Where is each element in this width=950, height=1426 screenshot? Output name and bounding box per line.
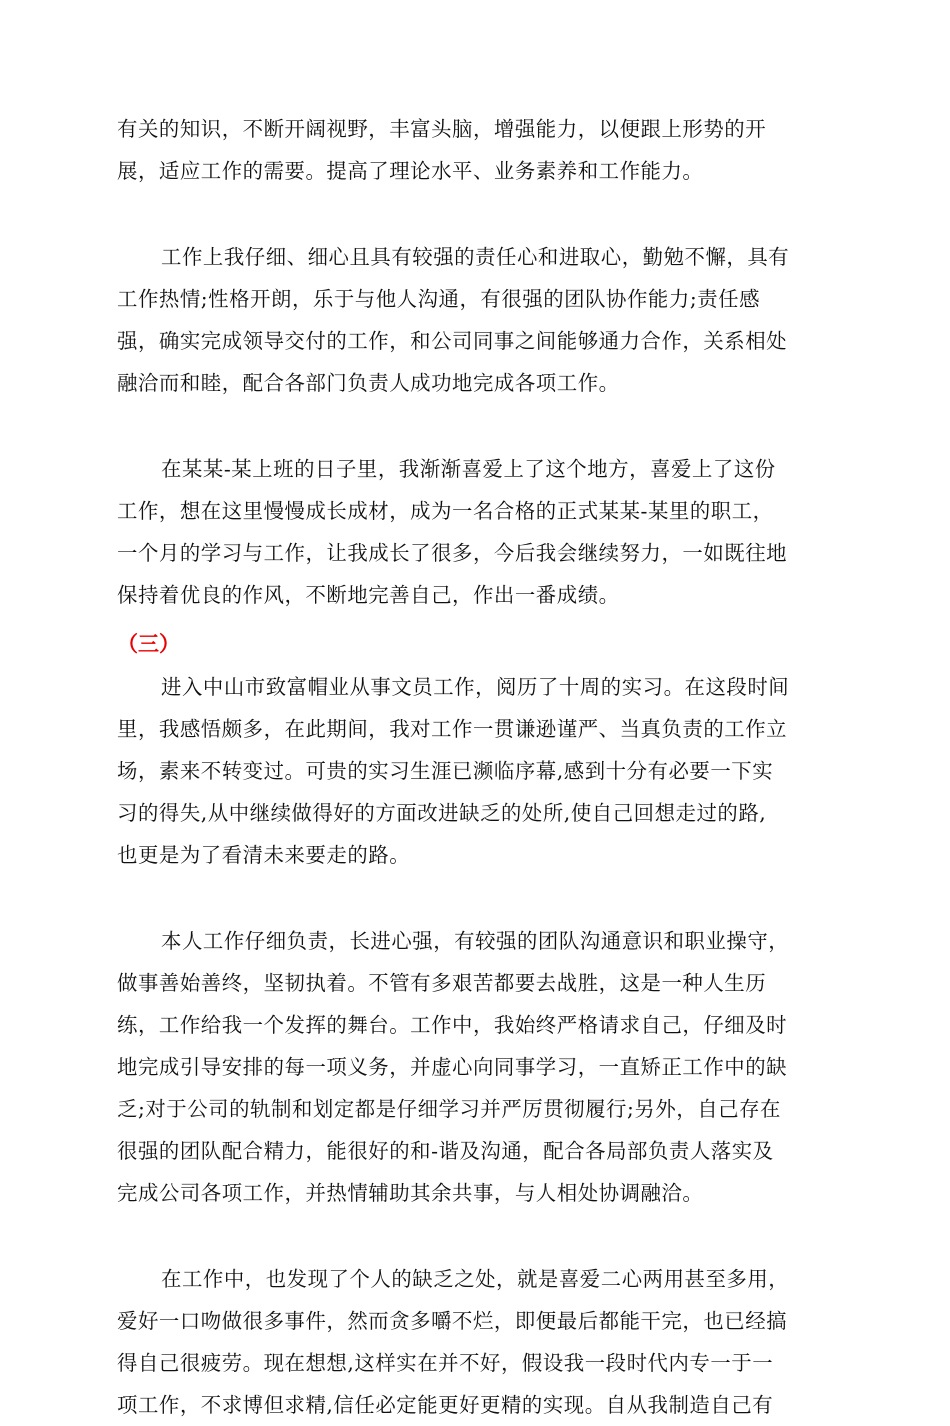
paragraph-5 (117, 920, 833, 1214)
paragraph-6 (117, 1258, 833, 1426)
paragraph-4 (117, 666, 833, 876)
text-line: 项工作，不求博但求精,信任必定能更好更精的实现。自从我制造自己有 (117, 1393, 774, 1417)
text-line: 保持着优良的作风，不断地完善自己，作出一番成绩。 (117, 583, 620, 607)
text-line: 工作热情;性格开朗，乐于与他人沟通，有很强的团队协作能力;责任感 (117, 287, 761, 311)
paragraph-gap (117, 192, 833, 236)
paragraph-3 (117, 448, 833, 616)
text-line: 本人工作仔细负责，长进心强，有较强的团队沟通意识和职业操守， (161, 929, 790, 953)
text-line: 融洽而和睦，配合各部门负责人成功地完成各项工作。 (117, 371, 620, 395)
text-line: 做事善始善终，坚韧执着。不管有多艰苦都要去战胜，这是一种人生历 (117, 971, 767, 995)
text-line: 工作上我仔细、细心且具有较强的责任心和进取心，勤勉不懈，具有 (161, 245, 790, 269)
text-line: 工作，想在这里慢慢成长成材，成为一名合格的正式某某-某里的职工， (117, 499, 774, 523)
text-line: 在工作中，也发现了个人的缺乏之处，就是喜爱二心两用甚至多用， (161, 1267, 790, 1291)
document-body (117, 108, 833, 1426)
text-line: 有关的知识，不断开阔视野，丰富头脑，增强能力，以便跟上形势的开 (117, 117, 767, 141)
paragraph-gap (117, 1214, 833, 1258)
text-line: 里，我感悟颇多，在此期间，我对工作一贯谦逊谨严、当真负责的工作立 (117, 717, 788, 741)
text-line: 在某某-某上班的日子里，我渐渐喜爱上了这个地方，喜爱上了这份 (161, 457, 776, 481)
text-line: 一个月的学习与工作，让我成长了很多，今后我会继续努力，一如既往地 (117, 541, 788, 565)
text-line: 强，确实完成领导交付的工作，和公司同事之间能够通力合作，关系相处 (117, 329, 788, 353)
text-line: 习的得失,从中继续做得好的方面改进缺乏的处所,使自己回想走过的路, (117, 801, 767, 825)
paragraph-gap (117, 404, 833, 448)
text-line: 展，适应工作的需要。提高了理论水平、业务素养和工作能力。 (117, 159, 704, 183)
paragraph-gap (117, 876, 833, 920)
text-line: 乏;对于公司的轨制和划定都是仔细学习并严厉贯彻履行;另外，自己存在 (117, 1097, 781, 1121)
text-line: 完成公司各项工作，并热情辅助其余共事，与人相处协调融洽。 (117, 1181, 704, 1205)
text-line: 场，素来不转变过。可贵的实习生涯已濒临序幕,感到十分有必要一下实 (117, 759, 774, 783)
paragraph-2 (117, 236, 833, 404)
text-line: 练，工作给我一个发挥的舞台。工作中，我始终严格请求自己，仔细及时 (117, 1013, 788, 1037)
text-line: 进入中山市致富帽业从事文员工作，阅历了十周的实习。在这段时间 (161, 675, 790, 699)
text-line: 很强的团队配合精力，能很好的和-谐及沟通，配合各局部负责人落实及 (117, 1139, 774, 1163)
text-line: 爱好一口吻做很多事件，然而贪多嚼不烂，即便最后都能干完，也已经搞 (117, 1309, 788, 1333)
text-line: 也更是为了看清未来要走的路。 (117, 843, 411, 867)
text-line: 得自己很疲劳。现在想想,这样实在并不好，假设我一段时代内专一于一 (117, 1351, 774, 1375)
text-line: 地完成引导安排的每一项义务，并虚心向同事学习，一直矫正工作中的缺 (117, 1055, 788, 1079)
paragraph-1 (117, 108, 833, 192)
section-heading: （三） (117, 632, 180, 656)
